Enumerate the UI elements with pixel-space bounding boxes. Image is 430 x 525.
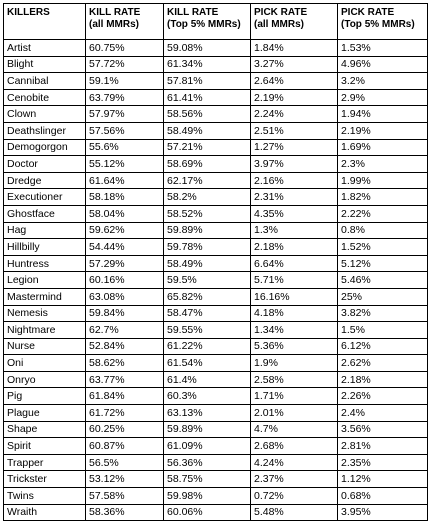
pick-rate-all-cell: 4.35% [251,205,338,222]
header-line: KILL RATE [167,7,219,18]
kill-rate-all-cell: 52.84% [86,338,164,355]
kill-rate-top-cell: 60.06% [164,504,251,521]
killer-name-cell: Plague [4,405,86,422]
pick-rate-top-cell: 2.26% [338,388,428,405]
kill-rate-all-cell: 54.44% [86,239,164,256]
kill-rate-all-cell: 63.79% [86,89,164,106]
pick-rate-top-cell: 2.9% [338,89,428,106]
header-line: PICK RATE [341,7,395,18]
table-row [4,371,428,388]
kill-rate-all-cell: 63.08% [86,288,164,305]
pick-rate-all-cell: 2.16% [251,172,338,189]
table-row [4,89,428,106]
pick-rate-top-cell: 5.46% [338,272,428,289]
killer-name-cell: Mastermind [4,288,86,305]
killer-name-cell: Blight [4,56,86,73]
pick-rate-all-cell: 2.19% [251,89,338,106]
kill-rate-all-cell: 56.5% [86,454,164,471]
table-row [4,106,428,123]
killer-name-cell: Cannibal [4,73,86,90]
pick-rate-all-cell: 1.84% [251,40,338,57]
pick-rate-top-cell: 25% [338,288,428,305]
kill-rate-all-cell: 57.97% [86,106,164,123]
pick-rate-all-cell: 2.51% [251,122,338,139]
table-row [4,438,428,455]
pick-rate-all-cell: 3.27% [251,56,338,73]
kill-rate-top-cell: 58.47% [164,305,251,322]
kill-rate-all-cell: 57.29% [86,255,164,272]
kill-rate-top-cell: 61.54% [164,355,251,372]
killer-name-cell: Doctor [4,156,86,173]
kill-rate-top-cell: 59.55% [164,322,251,339]
killer-name-cell: Oni [4,355,86,372]
pick-rate-top-cell: 3.82% [338,305,428,322]
kill-rate-all-cell: 60.87% [86,438,164,455]
kill-rate-all-cell: 58.62% [86,355,164,372]
table-row [4,73,428,90]
table-row [4,40,428,57]
kill-rate-all-cell: 59.62% [86,222,164,239]
kill-rate-top-cell: 61.4% [164,371,251,388]
kill-rate-top-cell: 61.34% [164,56,251,73]
pick-rate-all-cell: 5.36% [251,338,338,355]
kill-rate-all-cell: 57.58% [86,488,164,505]
killer-name-cell: Pig [4,388,86,405]
table-row [4,222,428,239]
table-row [4,338,428,355]
table-row [4,471,428,488]
pick-rate-top-cell: 2.81% [338,438,428,455]
pick-rate-top-cell: 4.96% [338,56,428,73]
pick-rate-all-cell: 2.01% [251,405,338,422]
pick-rate-top-cell: 1.82% [338,189,428,206]
table-row [4,156,428,173]
header-line: PICK RATE [254,7,308,18]
kill-rate-top-cell: 58.56% [164,106,251,123]
killer-name-cell: Nemesis [4,305,86,322]
killer-name-cell: Hillbilly [4,239,86,256]
pick-rate-all-cell: 2.24% [251,106,338,123]
header-pick-rate-all [251,4,338,40]
kill-rate-top-cell: 58.75% [164,471,251,488]
table-row [4,355,428,372]
pick-rate-all-cell: 2.68% [251,438,338,455]
kill-rate-all-cell: 60.25% [86,421,164,438]
killer-name-cell: Cenobite [4,89,86,106]
pick-rate-all-cell: 3.97% [251,156,338,173]
kill-rate-top-cell: 58.69% [164,156,251,173]
killer-name-cell: Clown [4,106,86,123]
pick-rate-top-cell: 1.99% [338,172,428,189]
pick-rate-top-cell: 1.5% [338,322,428,339]
kill-rate-top-cell: 57.81% [164,73,251,90]
table-row [4,454,428,471]
table-row [4,189,428,206]
pick-rate-all-cell: 1.3% [251,222,338,239]
table-row [4,305,428,322]
kill-rate-all-cell: 55.12% [86,156,164,173]
pick-rate-all-cell: 2.64% [251,73,338,90]
kill-rate-all-cell: 53.12% [86,471,164,488]
table-row [4,56,428,73]
killer-name-cell: Spirit [4,438,86,455]
pick-rate-top-cell: 1.12% [338,471,428,488]
kill-rate-top-cell: 57.21% [164,139,251,156]
killer-name-cell: Shape [4,421,86,438]
pick-rate-all-cell: 2.37% [251,471,338,488]
header-pick-rate-top [338,4,428,40]
table-row [4,255,428,272]
killer-stats-table [3,3,428,521]
header-line: (Top 5% MMRs) [341,19,415,30]
kill-rate-top-cell: 58.2% [164,189,251,206]
killer-name-cell: Wraith [4,504,86,521]
pick-rate-all-cell: 16.16% [251,288,338,305]
killer-name-cell: Demogorgon [4,139,86,156]
kill-rate-top-cell: 62.17% [164,172,251,189]
kill-rate-top-cell: 61.41% [164,89,251,106]
table-header [4,4,428,40]
kill-rate-top-cell: 58.49% [164,122,251,139]
kill-rate-top-cell: 60.3% [164,388,251,405]
kill-rate-all-cell: 58.18% [86,189,164,206]
kill-rate-all-cell: 61.72% [86,405,164,422]
killer-name-cell: Onryo [4,371,86,388]
killer-name-cell: Legion [4,272,86,289]
kill-rate-all-cell: 61.84% [86,388,164,405]
header-killers [4,4,86,40]
table-row [4,322,428,339]
table-row [4,388,428,405]
pick-rate-all-cell: 1.9% [251,355,338,372]
pick-rate-all-cell: 4.18% [251,305,338,322]
header-line: (all MMRs) [254,19,304,30]
killer-name-cell: Nurse [4,338,86,355]
table-row [4,405,428,422]
pick-rate-all-cell: 2.58% [251,371,338,388]
kill-rate-all-cell: 57.72% [86,56,164,73]
kill-rate-all-cell: 63.77% [86,371,164,388]
table-body [4,40,428,521]
killer-name-cell: Executioner [4,189,86,206]
table-row [4,288,428,305]
pick-rate-top-cell: 1.52% [338,239,428,256]
kill-rate-all-cell: 58.36% [86,504,164,521]
pick-rate-all-cell: 2.31% [251,189,338,206]
pick-rate-top-cell: 3.95% [338,504,428,521]
killer-name-cell: Ghostface [4,205,86,222]
pick-rate-top-cell: 2.3% [338,156,428,173]
kill-rate-top-cell: 63.13% [164,405,251,422]
table-row [4,504,428,521]
killer-name-cell: Artist [4,40,86,57]
kill-rate-all-cell: 59.1% [86,73,164,90]
pick-rate-top-cell: 3.2% [338,73,428,90]
killer-name-cell: Dredge [4,172,86,189]
pick-rate-all-cell: 5.71% [251,272,338,289]
kill-rate-all-cell: 55.6% [86,139,164,156]
pick-rate-top-cell: 6.12% [338,338,428,355]
killer-name-cell: Huntress [4,255,86,272]
pick-rate-all-cell: 6.64% [251,255,338,272]
table-row [4,488,428,505]
pick-rate-top-cell: 1.94% [338,106,428,123]
kill-rate-top-cell: 65.82% [164,288,251,305]
pick-rate-all-cell: 5.48% [251,504,338,521]
pick-rate-top-cell: 2.35% [338,454,428,471]
killer-stats-table-container [3,3,427,521]
table-row [4,172,428,189]
kill-rate-top-cell: 59.78% [164,239,251,256]
kill-rate-all-cell: 60.16% [86,272,164,289]
table-row [4,139,428,156]
killer-name-cell: Trapper [4,454,86,471]
table-row [4,122,428,139]
kill-rate-top-cell: 59.08% [164,40,251,57]
kill-rate-all-cell: 59.84% [86,305,164,322]
killer-name-cell: Trickster [4,471,86,488]
kill-rate-all-cell: 61.64% [86,172,164,189]
header-kill-rate-all [86,4,164,40]
kill-rate-top-cell: 59.89% [164,421,251,438]
pick-rate-top-cell: 2.19% [338,122,428,139]
pick-rate-top-cell: 0.68% [338,488,428,505]
pick-rate-all-cell: 1.34% [251,322,338,339]
killer-name-cell: Twins [4,488,86,505]
kill-rate-top-cell: 59.89% [164,222,251,239]
header-line: KILLERS [7,7,50,18]
pick-rate-all-cell: 4.24% [251,454,338,471]
header-line: (all MMRs) [89,19,139,30]
table-row [4,421,428,438]
kill-rate-all-cell: 58.04% [86,205,164,222]
table-row [4,272,428,289]
kill-rate-all-cell: 62.7% [86,322,164,339]
header-kill-rate-top [164,4,251,40]
header-line: KILL RATE [89,7,141,18]
kill-rate-top-cell: 61.09% [164,438,251,455]
table-row [4,205,428,222]
pick-rate-all-cell: 0.72% [251,488,338,505]
killer-name-cell: Nightmare [4,322,86,339]
pick-rate-all-cell: 1.71% [251,388,338,405]
pick-rate-top-cell: 1.69% [338,139,428,156]
kill-rate-top-cell: 61.22% [164,338,251,355]
header-line: (Top 5% MMRs) [167,19,241,30]
header-row [4,4,428,40]
pick-rate-top-cell: 0.8% [338,222,428,239]
pick-rate-top-cell: 2.62% [338,355,428,372]
pick-rate-top-cell: 1.53% [338,40,428,57]
killer-name-cell: Deathslinger [4,122,86,139]
pick-rate-top-cell: 2.22% [338,205,428,222]
kill-rate-top-cell: 59.5% [164,272,251,289]
pick-rate-all-cell: 1.27% [251,139,338,156]
kill-rate-all-cell: 57.56% [86,122,164,139]
pick-rate-top-cell: 2.4% [338,405,428,422]
kill-rate-top-cell: 58.52% [164,205,251,222]
kill-rate-all-cell: 60.75% [86,40,164,57]
pick-rate-top-cell: 3.56% [338,421,428,438]
pick-rate-all-cell: 4.7% [251,421,338,438]
kill-rate-top-cell: 56.36% [164,454,251,471]
pick-rate-top-cell: 2.18% [338,371,428,388]
kill-rate-top-cell: 58.49% [164,255,251,272]
pick-rate-all-cell: 2.18% [251,239,338,256]
pick-rate-top-cell: 5.12% [338,255,428,272]
table-row [4,239,428,256]
killer-name-cell: Hag [4,222,86,239]
kill-rate-top-cell: 59.98% [164,488,251,505]
